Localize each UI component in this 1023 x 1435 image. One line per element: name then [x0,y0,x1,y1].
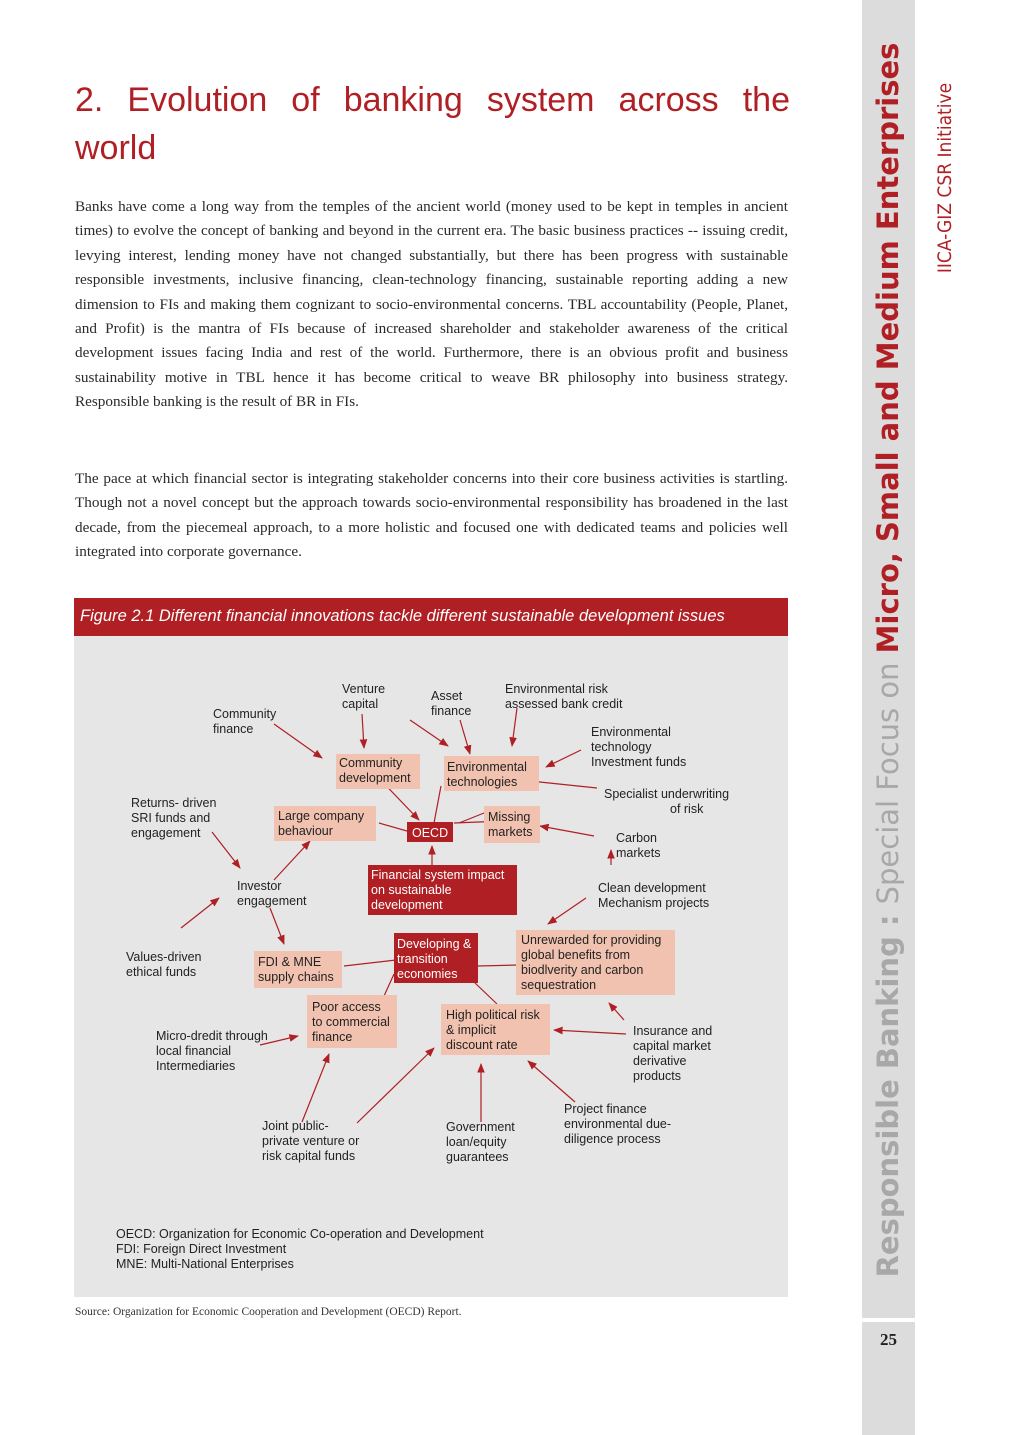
page-number: 25 [880,1330,897,1349]
label-financial-system-impact: Financial system impact on sustainable development [371,868,505,912]
label-venture-capital: Venture capital [342,682,386,711]
paragraph-1: Banks have come a long way from the temples of the ancient world (money used to be kept in temples in ancient times) to evolve the concept of banking and beyond in the current era. The basic business practices -- issuing credit, levying interest, lending money have not changed substantially, but there has been progress with sustainable responsible investments, inclusive financing, clean-technology financing, sustainable reporting adding a new dimension to FIs and making them cognizant to socio-environmental concerns. TBL accountability (People, Planet, and Profit) is the mantra of FIs because of increased shareholder and stakeholder awareness of the critical development issues facing India and rest of the world. Furthermore, there is an obvious profit and business sustainability motive in TBL hence it has become critical to weave BR philosophy into business strategy. Responsible banking is the result of BR in FIs. [75,198,788,411]
label-community-development: Community development [339,756,411,785]
label-micro-credit: Micro-dredit through local financial Intermediaries [156,1029,268,1073]
label-joint-public-private: Joint public-private venture or risk capital funds [262,1119,360,1163]
label-insurance: Insurance and capital market derivative products [633,1024,713,1083]
label-returns-driven-sri: Returns- driven SRI funds and engagement [131,796,217,840]
label-carbon-markets: Carbon markets [616,831,661,860]
label-project-finance: Project finance environmental due-diligence process [564,1102,672,1146]
paragraph-2: The pace at which financial sector is integrating stakeholder concerns into their core business activities is startling. Though not a novel concept but the approach towards socio-environmental responsibility has broadened in the last decade, from the piecemeal approach, to a more holistic and focused one with dedicated teams and policies well integrated into corporate governance. [75,470,788,561]
label-values-driven: Values-driven ethical funds [126,950,202,979]
label-high-political-risk: High political risk & implicit discount rate [446,1008,540,1052]
label-investor-engagement: Investor engagement [237,879,307,908]
label-asset-finance: Asset finance [431,689,472,718]
label-large-company-behaviour: Large company behaviour [278,809,365,838]
figure-diagram [74,636,788,1297]
label-unrewarded: Unrewarded for providing global benefits from biodlverity and carbon sequestration [521,933,662,992]
label-oecd: OECD [412,826,449,840]
label-env-risk-credit: Environmental risk assessed bank credit [505,682,623,711]
figure-caption: Figure 2.1 Different financial innovations tackle different sustainable development issues [74,598,788,636]
label-community-finance: Community finance [213,707,277,736]
figure-source: Source: Organization for Economic Cooperation and Development (OECD) Report. [75,1306,462,1318]
initiative-label: IICA-GIZ CSR Initiative [934,82,956,274]
label-developing-transition: Developing & transition economies [397,937,472,981]
label-environmental-technologies: Environmental technologies [447,760,527,789]
abbreviations: OECD: Organization for Economic Co-operation and Development FDI: Foreign Direct Investment MNE: Multi-National Enterprises [116,1227,484,1271]
sidebar-title: Responsible Banking : Special Focus on Micro, Small and Medium Enterprises [871,42,905,1278]
label-poor-access: Poor access to commercial finance [312,1000,390,1044]
page-heading: 2. Evolution of banking system across the world [75,81,790,167]
label-env-tech-funds: Environmental technology Investment funds [591,725,687,769]
label-missing-markets: Missing markets [488,810,533,839]
label-fdi-mne: FDI & MNE supply chains [258,955,334,984]
label-clean-development: Clean development Mechanism projects [598,881,710,910]
label-government-loan: Government loan/equity guarantees [446,1120,515,1164]
label-specialist-underwriting: Specialist underwriting of risk [604,787,730,816]
